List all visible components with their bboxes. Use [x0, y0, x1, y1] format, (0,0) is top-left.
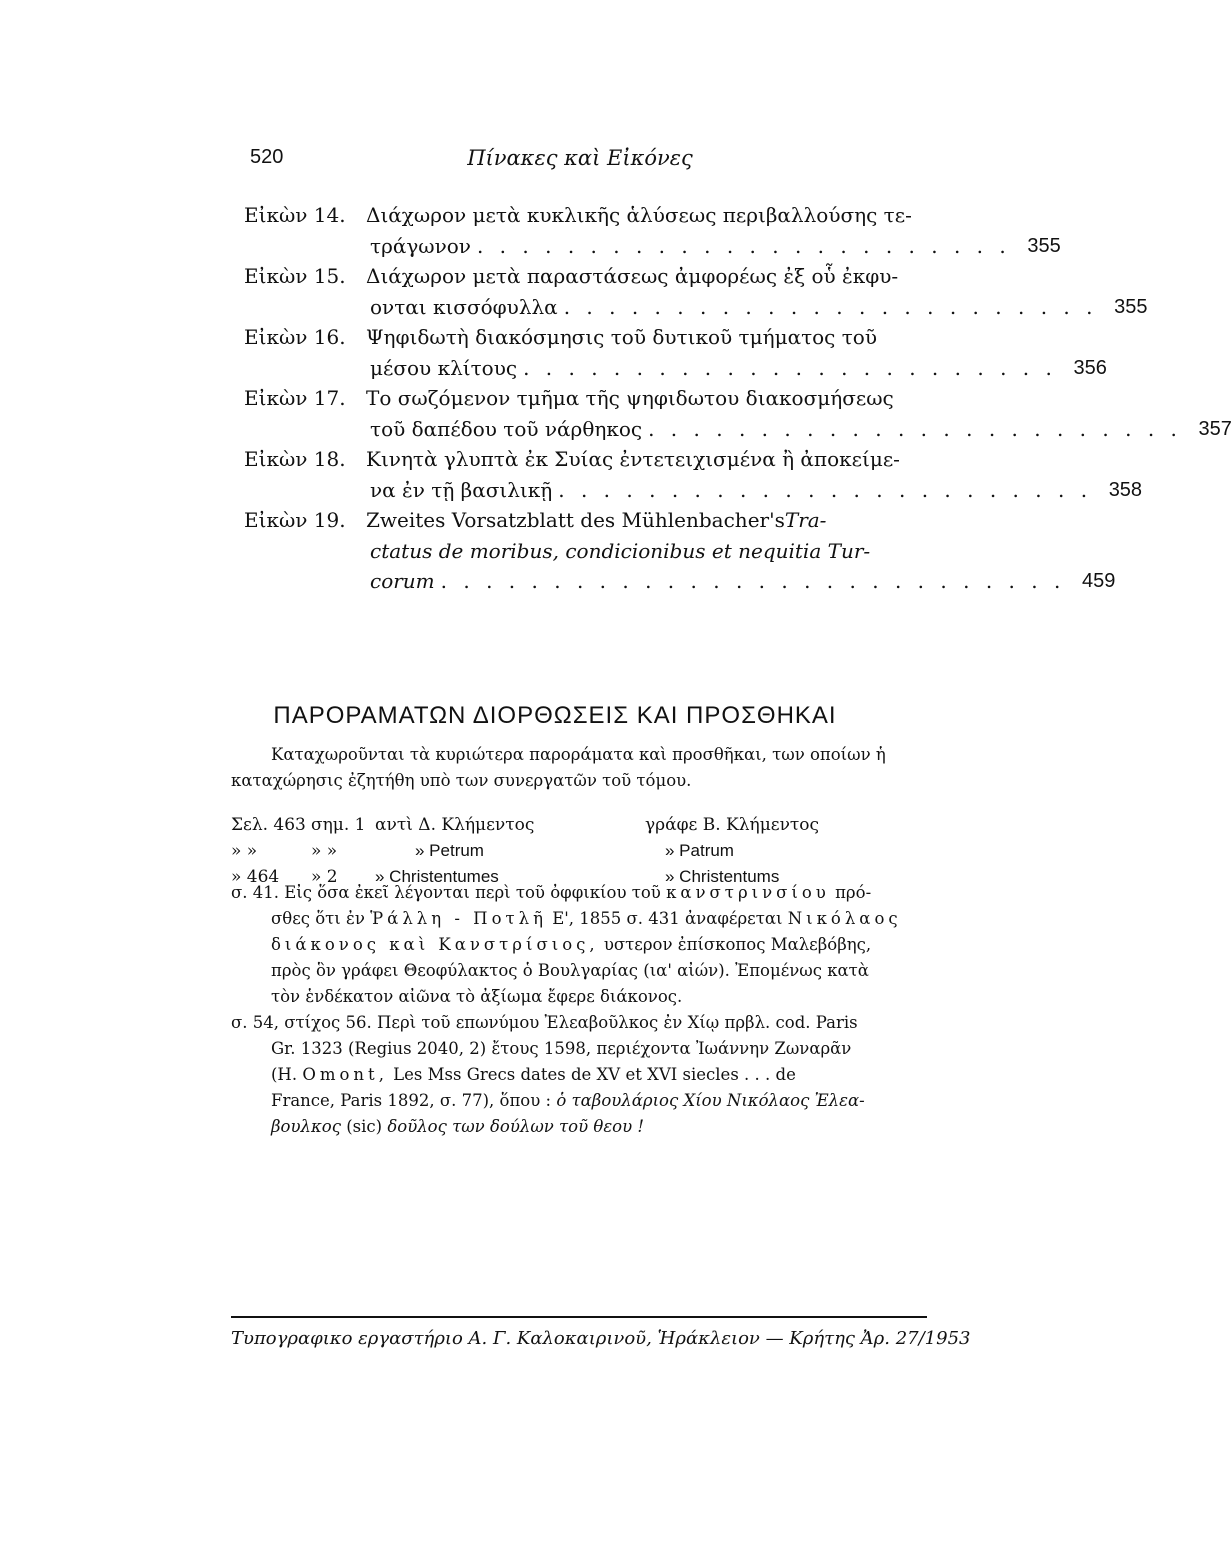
note-line: Gr. 1323 (Regius 2040, 2) ἔτους 1598, περιέχοντα Ἰωάννην Ζωναρᾶν: [271, 1039, 852, 1058]
spaced-term: Omont,: [302, 1065, 388, 1084]
note-line: σ. 54, στίχος 56. Περὶ τοῦ επωνύμου Ἐλεαβοῦλκος ἐν Χίῳ πρβλ. cod. Paris: [231, 1013, 858, 1032]
errata-intro-text: Καταχωροῦνται τὰ κυριώτερα παροράματα καὶ προσθῆκαι, των οποίων ἡ καταχώρησις ἐζητήθη υπὸ των συνεργατῶν τοῦ τόμου.: [231, 745, 886, 790]
figure-label: Εἰκὼν 14.: [244, 203, 346, 227]
page-number: 520: [250, 146, 284, 168]
correction-page: » »: [231, 841, 258, 861]
correction-page: Σελ. 463: [231, 815, 306, 835]
correction-note: » 2: [311, 867, 338, 887]
spaced-term: Ῥάλλη - Ποτλῆ: [370, 909, 547, 928]
figure-caption-line: Ψηφιδωτὴ διακόσμησις τοῦ δυτικοῦ τμήματος τοῦ: [366, 325, 877, 349]
errata-notes: [231, 880, 921, 1140]
correction-right: » Patrum: [665, 841, 734, 860]
printer-imprint: Τυπογραφικο εργαστήριο Α. Γ. Καλοκαιρινοῦ, Ἡράκλειον — Κρήτης Ἀρ. 27/1953: [231, 1328, 971, 1349]
figure-entry: [244, 505, 1116, 597]
leader-dots: . . . . . . . . . . . . . . . . . . . . . . . .: [648, 416, 1182, 441]
figure-page: 356: [1073, 356, 1107, 379]
correction-wrong: αντὶ Δ. Κλήμεντος: [375, 815, 535, 835]
correction-note: » »: [311, 841, 338, 861]
figure-caption-line: μέσου κλίτους: [370, 355, 518, 380]
figure-label: Εἰκὼν 17.: [244, 386, 346, 410]
figure-caption-italic: Tra-: [784, 508, 827, 532]
note-line: πρὸς ὃν γράφει Θεοφύλακτος ὁ Βουλγαρίας (ια' αἰών). Ἐπομένως κατὰ: [271, 961, 869, 980]
italic-quote: ὁ ταβουλάριος Χίου Νικόλαος Ἐλεα-: [556, 1091, 865, 1110]
errata-heading: ΠΑΡΟΡΑΜΑΤΩΝ ΔΙΟΡΘΩΣΕΙΣ ΚΑΙ ΠΡΟΣΘΗΚΑΙ: [273, 702, 837, 729]
leader-dots: . . . . . . . . . . . . . . . . . . . . . . . .: [476, 233, 1011, 258]
figure-entry: [244, 322, 1107, 383]
spaced-term: κανστρινσίου: [666, 883, 830, 902]
spaced-term: διάκονος καὶ Κανστρίσιος,: [271, 935, 599, 954]
figure-caption-line: τράγωνον: [370, 233, 471, 258]
figure-page: 459: [1081, 570, 1116, 592]
figure-page: 355: [1027, 234, 1061, 257]
figure-entry: [244, 444, 1143, 505]
figure-label: Εἰκὼν 18.: [244, 447, 346, 471]
figure-caption-line: ctatus de moribus, condicionibus et nequitia Tur-: [370, 538, 871, 563]
note-line: τὸν ἑνδέκατον αἰῶνα τὸ ἀξίωμα ἔφερε διάκονος.: [271, 987, 683, 1006]
figure-page: 355: [1114, 295, 1148, 318]
figure-caption-line: να ἐν τῇ βασιλικῇ: [370, 477, 553, 502]
figure-label: Εἰκὼν 16.: [244, 325, 346, 349]
note-line: (H. Omont, Les Mss Grecs dates de XV et XVI siecles . . . de: [271, 1065, 796, 1084]
errata-intro: [231, 742, 921, 794]
corrections-table: [231, 812, 851, 890]
correction-wrong: » Petrum: [415, 841, 484, 860]
figure-caption-line: ονται κισσόφυλλα: [370, 294, 558, 319]
page-header: [250, 146, 910, 176]
figure-page: 357: [1198, 417, 1232, 440]
correction-row: [231, 812, 851, 838]
correction-right: γράφε Β. Κλήμεντος: [645, 815, 820, 835]
figure-entry: [244, 383, 1232, 444]
note-line: διάκονος καὶ Κανστρίσιος, υστερον ἐπίσκοπος Μαλεβόβης,: [271, 935, 872, 954]
note-line: σ. 41. Εἰς ὅσα ἐκεῖ λέγονται περὶ τοῦ ὀφφικίου τοῦ κανστρινσίου πρό-: [231, 883, 872, 902]
figure-caption-line: Το σωζόμενον τμῆμα τῆς ψηφιδωτου διακοσμήσεως: [366, 386, 894, 410]
spaced-term: Νικόλαος: [787, 909, 902, 928]
footer-rule: [231, 1316, 927, 1318]
figure-list: [244, 200, 1232, 597]
correction-row: [231, 838, 851, 864]
leader-dots: . . . . . . . . . . . . . . . . . . . . . . . .: [563, 294, 1098, 319]
figure-caption-line: Διάχωρον μετὰ κυκλικῆς ἁλύσεως περιβαλλούσης τε-: [366, 203, 912, 227]
figure-caption-line: Κινητὰ γλυπτὰ ἐκ Συίας ἐντετειχισμένα ἢ ἀποκείμε-: [366, 447, 900, 471]
figure-page: 358: [1108, 478, 1143, 501]
leader-dots: . . . . . . . . . . . . . . . . . . . . . . . . . . . .: [440, 569, 1066, 593]
correction-note: σημ. 1: [311, 815, 366, 835]
correction-page: » 464: [231, 867, 280, 887]
figure-label: Εἰκὼν 15.: [244, 264, 346, 288]
italic-quote: δοῦλος των δούλων τοῦ θεου !: [387, 1117, 645, 1136]
correction-wrong: » Christentumes: [375, 867, 499, 886]
figure-caption-line: Διάχωρον μετὰ παραστάσεως ἀμφορέως ἐξ οὗ ἐκφυ-: [366, 264, 899, 288]
figure-entry: [244, 261, 1148, 322]
figure-label: Εἰκὼν 19.: [244, 508, 346, 532]
figure-entry: [244, 200, 1061, 261]
figure-caption-line: Zweites Vorsatzblatt des Mühlenbacher's: [366, 508, 785, 532]
leader-dots: . . . . . . . . . . . . . . . . . . . . . . . .: [558, 477, 1093, 502]
note-line: βουλκος (sic) δοῦλος των δούλων τοῦ θεου !: [271, 1117, 645, 1136]
correction-right: » Christentums: [665, 867, 780, 886]
figure-caption-line: τοῦ δαπέδου τοῦ νάρθηκος: [370, 416, 643, 441]
running-title: Πίνακες καὶ Εἰκόνες: [467, 146, 693, 170]
figure-caption-line: corum: [370, 569, 435, 593]
italic-quote: βουλκος: [271, 1117, 341, 1136]
leader-dots: . . . . . . . . . . . . . . . . . . . . . . . .: [523, 355, 1057, 380]
note-line: σθες ὅτι ἐν Ῥάλλη - Ποτλῆ Ε', 1855 σ. 431 ἀναφέρεται Νικόλαος: [271, 909, 902, 928]
note-line: France, Paris 1892, σ. 77), ὅπου : ὁ ταβουλάριος Χίου Νικόλαος Ἐλεα-: [271, 1091, 865, 1110]
